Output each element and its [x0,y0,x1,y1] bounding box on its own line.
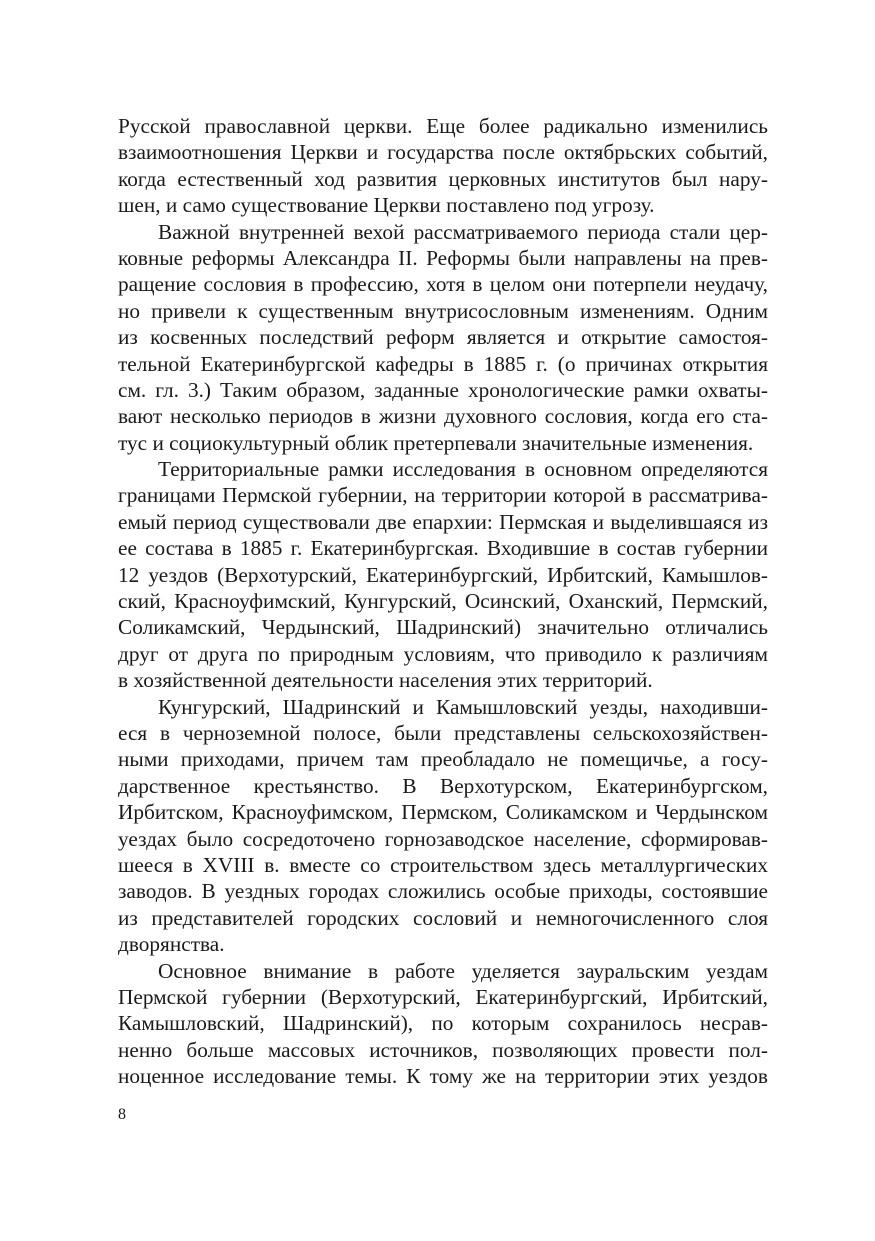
text-line: ращение сословия в профессию, хотя в целом они потерпели неудачу, [118,272,768,297]
paragraph [118,219,768,457]
text-line: дворянства. [118,932,225,957]
text-line: уездах было сосредоточено горнозаводское население, сформировав- [118,826,768,851]
body-text [118,113,768,1089]
text-line: Соликамский, Чердынский, Шадринский) значительно отличались [118,615,768,640]
text-line: ненно больше массовых источников, позволяющих провести пол- [118,1037,768,1062]
text-line: Кунгурский, Шадринский и Камышловский уезды, находивши- [158,694,768,719]
text-line: Основное внимание в работе уделяется зауральским уездам [158,958,768,983]
page-number: 8 [118,1106,126,1123]
text-line: Важной внутренней вехой рассматриваемого периода стали цер- [158,219,768,244]
text-line: емый период существовали две епархии: Пермская и выделившаяся из [118,509,768,534]
text-line: Пермской губернии (Верхотурский, Екатеринбургский, Ирбитский, [118,984,768,1009]
text-line: вают несколько периодов в жизни духовного сословия, когда его ста- [118,404,768,429]
paragraph [118,958,768,1090]
text-line: ковные реформы Александра II. Реформы были направлены на прев- [118,245,768,270]
text-line: тельной Екатеринбургской кафедры в 1885 г. (о причинах открытия [118,351,768,376]
text-line: ский, Красноуфимский, Кунгурский, Осинский, Оханский, Пермский, [118,589,768,614]
text-line: 12 уездов (Верхотурский, Екатеринбургский, Ирбитский, Камышлов- [118,562,768,587]
text-line: см. гл. 3.) Таким образом, заданные хронологические рамки охваты- [118,377,768,402]
text-line: тус и социокультурный облик претерпевали значительные изменения. [118,430,754,455]
text-line: Территориальные рамки исследования в основном определяются [158,457,768,482]
paragraph [118,113,768,219]
text-line: когда естественный ход развития церковных институтов был нару- [118,166,768,191]
text-line: шееся в XVIII в. вместе со строительством здесь металлургических [118,852,768,877]
text-line: дарственное крестьянство. В Верхотурском, Екатеринбургском, [118,773,768,798]
text-line: друг от друга по природным условиям, что приводило к различиям [118,641,768,666]
text-line: Камышловский, Шадринский), по которым сохранилось несрав- [118,1011,768,1036]
text-line: из косвенных последствий реформ является и открытие самостоя- [118,325,768,350]
paragraph [118,694,768,958]
text-line: шен, и само существование Церкви поставлено под угрозу. [118,193,655,218]
text-line: ными приходами, причем там преобладало не помещичье, а госу- [118,747,768,772]
text-line: взаимоотношения Церкви и государства после октябрьских событий, [118,140,768,165]
text-line: в хозяйственной деятельности населения этих территорий. [118,668,653,693]
text-line: из представителей городских сословий и немногочисленного слоя [118,905,768,930]
text-line: ноценное исследование темы. К тому же на территории этих уездов [118,1064,768,1089]
text-line: ее состава в 1885 г. Екатеринбургская. Входившие в состав губернии [118,536,768,561]
paragraph [118,456,768,694]
text-line: заводов. В уездных городах сложились особые приходы, состоявшие [118,879,768,904]
text-line: еся в черноземной полосе, были представлены сельскохозяйствен- [118,720,768,745]
text-line: Русской православной церкви. Еще более радикально изменились [118,114,768,138]
text-line: границами Пермской губернии, на территории которой в рассматрива- [118,483,768,508]
text-line: Ирбитском, Красноуфимском, Пермском, Соликамском и Чердынском [118,800,768,825]
text-line: но привели к существенным внутрисословным изменениям. Одним [118,298,768,323]
